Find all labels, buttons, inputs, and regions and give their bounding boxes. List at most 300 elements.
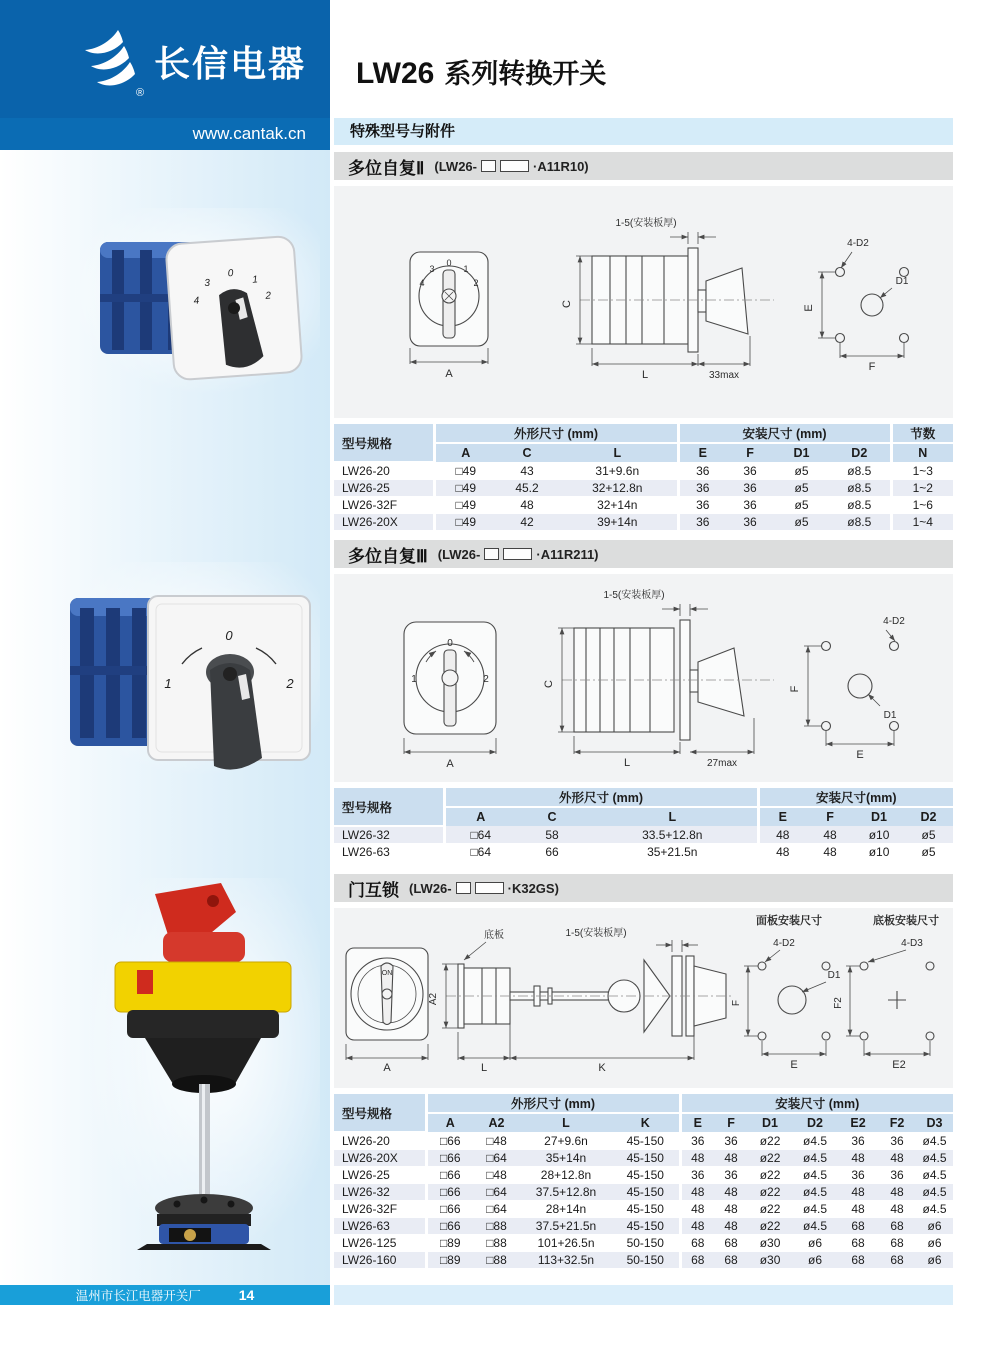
table-cell: ø10 bbox=[854, 826, 904, 844]
table-cell: 35+21.5n bbox=[588, 844, 758, 861]
svg-text:0: 0 bbox=[227, 268, 234, 280]
svg-text:A: A bbox=[445, 368, 453, 380]
table-cell: 32+12.8n bbox=[558, 480, 678, 497]
table-cell: ø6 bbox=[916, 1252, 953, 1269]
table-cell: 31+9.6n bbox=[558, 462, 678, 480]
section3-title: 门互锁 bbox=[348, 880, 399, 900]
table-cell: ø5 bbox=[904, 844, 953, 861]
table-cell: 48 bbox=[838, 1184, 878, 1201]
table-cell: LW26-32 bbox=[334, 826, 444, 844]
table1-subheader: N bbox=[891, 443, 953, 462]
svg-text:A: A bbox=[446, 758, 454, 770]
table-cell: 50-150 bbox=[612, 1252, 680, 1269]
table-cell: LW26-32F bbox=[334, 1201, 426, 1218]
table-row bbox=[334, 1167, 953, 1184]
table-cell: ø22 bbox=[748, 1184, 792, 1201]
table-cell: 36 bbox=[714, 1132, 748, 1150]
table-row bbox=[334, 462, 953, 480]
section3-code-prefix: (LW26- bbox=[409, 880, 452, 896]
table3-subheader: D2 bbox=[792, 1113, 838, 1132]
table3-header-outline: 外形尺寸 (mm) bbox=[426, 1094, 680, 1113]
table-cell: 68 bbox=[878, 1235, 916, 1252]
table-cell: ø4.5 bbox=[792, 1184, 838, 1201]
svg-text:1-5(安装板厚): 1-5(安装板厚) bbox=[615, 218, 677, 229]
face-plate bbox=[165, 236, 302, 381]
section2-code-suffix: ·A11R211) bbox=[536, 546, 599, 562]
table1-subheader: D2 bbox=[829, 443, 891, 462]
table-cell: ø4.5 bbox=[916, 1201, 953, 1218]
table-cell: 48 bbox=[714, 1150, 748, 1167]
table3-subheader: F bbox=[714, 1113, 748, 1132]
svg-text:2: 2 bbox=[483, 674, 489, 685]
table-cell: 1~4 bbox=[891, 514, 953, 531]
table2-header-mount: 安装尺寸(mm) bbox=[758, 788, 953, 807]
svg-text:4-D2: 4-D2 bbox=[773, 938, 795, 949]
svg-text:1: 1 bbox=[463, 264, 469, 274]
table-cell: □64 bbox=[444, 844, 516, 861]
svg-text:底板安装尺寸: 底板安装尺寸 bbox=[873, 915, 939, 927]
table-cell: ø8.5 bbox=[829, 480, 891, 497]
section2-code-prefix: (LW26- bbox=[437, 546, 481, 562]
placeholder-box-large bbox=[503, 548, 532, 560]
section1-spec-table bbox=[334, 424, 953, 531]
table-cell: 48 bbox=[714, 1218, 748, 1235]
panel-mounting-view bbox=[758, 962, 830, 1040]
section3-code bbox=[409, 881, 559, 896]
table-cell: □66 bbox=[426, 1184, 473, 1201]
banner-special-models: 特殊型号与附件 bbox=[334, 118, 953, 145]
table-cell: LW26-20X bbox=[334, 1150, 426, 1167]
table-cell: LW26-25 bbox=[334, 1167, 426, 1184]
side-view bbox=[446, 956, 734, 1036]
svg-text:0: 0 bbox=[446, 258, 452, 268]
table-cell: 36 bbox=[838, 1132, 878, 1150]
svg-text:F2: F2 bbox=[833, 997, 844, 1009]
table-cell: 45-150 bbox=[612, 1184, 680, 1201]
table-cell: 68 bbox=[838, 1235, 878, 1252]
table-cell: 45-150 bbox=[612, 1218, 680, 1235]
table2-subheader: A bbox=[444, 807, 516, 826]
table-cell: 48 bbox=[680, 1201, 714, 1218]
section2-header bbox=[334, 540, 953, 568]
table-cell: 36 bbox=[714, 1167, 748, 1184]
red-handle bbox=[155, 883, 245, 962]
svg-text:E: E bbox=[790, 1059, 798, 1071]
yellow-plate bbox=[115, 962, 291, 1012]
table1-subheader: F bbox=[726, 443, 774, 462]
table-cell: LW26-160 bbox=[334, 1252, 426, 1269]
table-cell: 32+14n bbox=[558, 497, 678, 514]
website-bar[interactable]: www.cantak.cn bbox=[0, 118, 330, 150]
table1-subheader: D1 bbox=[774, 443, 829, 462]
table3-subheader: F2 bbox=[878, 1113, 916, 1132]
table-cell: □66 bbox=[426, 1167, 473, 1184]
table-cell: 37.5+21.5n bbox=[520, 1218, 612, 1235]
table-cell: ø5 bbox=[774, 497, 829, 514]
table1-header-outline: 外形尺寸 (mm) bbox=[434, 424, 678, 443]
product-photo-multi-position-switch bbox=[70, 208, 320, 393]
table1-subheader: C bbox=[496, 443, 558, 462]
table-cell: 66 bbox=[516, 844, 588, 861]
table3-subheader: E2 bbox=[838, 1113, 878, 1132]
table-cell: 48 bbox=[806, 826, 854, 844]
table-cell: 48 bbox=[496, 497, 558, 514]
table2-header-outline: 外形尺寸 (mm) bbox=[444, 788, 758, 807]
table-cell: 45-150 bbox=[612, 1167, 680, 1184]
svg-text:E2: E2 bbox=[892, 1059, 906, 1071]
table-cell: LW26-32F bbox=[334, 497, 434, 514]
table-cell: LW26-20 bbox=[334, 462, 434, 480]
face-plate bbox=[148, 596, 310, 770]
table-row bbox=[334, 480, 953, 497]
table-cell: 35+14n bbox=[520, 1150, 612, 1167]
side-view bbox=[562, 620, 774, 740]
section2-diagram-panel bbox=[334, 574, 953, 782]
placeholder-box-small bbox=[456, 882, 471, 894]
table-cell: ø4.5 bbox=[916, 1184, 953, 1201]
table-cell: □64 bbox=[444, 826, 516, 844]
table-cell: ø6 bbox=[916, 1218, 953, 1235]
table-cell: ø22 bbox=[748, 1132, 792, 1150]
table-row bbox=[334, 844, 953, 861]
base-mounting-view bbox=[860, 962, 934, 1040]
svg-text:E: E bbox=[803, 304, 815, 312]
svg-text:1: 1 bbox=[411, 674, 417, 685]
placeholder-box-small bbox=[484, 548, 499, 560]
svg-text:1-5(安装板厚): 1-5(安装板厚) bbox=[603, 590, 665, 601]
svg-text:F: F bbox=[789, 685, 801, 693]
table-cell: ø8.5 bbox=[829, 514, 891, 531]
table-cell: ø4.5 bbox=[916, 1150, 953, 1167]
table1-subheader: L bbox=[558, 443, 678, 462]
section2-spec-table bbox=[334, 788, 953, 861]
table-cell: 42 bbox=[496, 514, 558, 531]
svg-text:0: 0 bbox=[225, 628, 233, 643]
section1-diagram-panel bbox=[334, 186, 953, 418]
table3-subheader: L bbox=[520, 1113, 612, 1132]
table-cell: ø6 bbox=[916, 1235, 953, 1252]
table-cell: □64 bbox=[473, 1150, 520, 1167]
table-cell: 68 bbox=[680, 1235, 714, 1252]
svg-text:L: L bbox=[480, 1062, 488, 1074]
page-title bbox=[356, 52, 606, 91]
table-cell: 68 bbox=[714, 1252, 748, 1269]
brand-wave-icon bbox=[78, 28, 144, 100]
table2-subheader: F bbox=[806, 807, 854, 826]
table3-subheader: A2 bbox=[473, 1113, 520, 1132]
table-cell: 48 bbox=[680, 1184, 714, 1201]
table-cell: 48 bbox=[680, 1218, 714, 1235]
svg-text:4: 4 bbox=[419, 278, 425, 288]
table-cell: 68 bbox=[838, 1252, 878, 1269]
table2-subheader: C bbox=[516, 807, 588, 826]
table-cell: 48 bbox=[806, 844, 854, 861]
svg-text:L: L bbox=[641, 369, 649, 381]
footer-page-number: 14 bbox=[238, 1287, 255, 1303]
table-cell: ø4.5 bbox=[792, 1218, 838, 1235]
table-cell: 113+32.5n bbox=[520, 1252, 612, 1269]
table2-subheader: D1 bbox=[854, 807, 904, 826]
table-cell: ø22 bbox=[748, 1218, 792, 1235]
table-cell: 33.5+12.8n bbox=[588, 826, 758, 844]
svg-text:4: 4 bbox=[193, 295, 200, 307]
table-cell: 36 bbox=[838, 1167, 878, 1184]
table-cell: ø4.5 bbox=[792, 1167, 838, 1184]
table-cell: □66 bbox=[426, 1132, 473, 1150]
table-cell: 36 bbox=[726, 497, 774, 514]
table-cell: ø22 bbox=[748, 1167, 792, 1184]
table-row bbox=[334, 497, 953, 514]
table-cell: 48 bbox=[758, 826, 806, 844]
section2-title: 多位自复Ⅲ bbox=[348, 546, 428, 566]
table-cell: 36 bbox=[680, 1132, 714, 1150]
table-cell: 68 bbox=[878, 1218, 916, 1235]
table-cell: ø5 bbox=[774, 462, 829, 480]
table-cell: 68 bbox=[714, 1235, 748, 1252]
footer-company: 温州市长江电器开关厂 bbox=[75, 1289, 201, 1303]
table3-subheader: E bbox=[680, 1113, 714, 1132]
table-cell: 48 bbox=[838, 1201, 878, 1218]
table-cell: 48 bbox=[878, 1184, 916, 1201]
table-cell: 36 bbox=[726, 480, 774, 497]
svg-text:L: L bbox=[623, 757, 631, 769]
table-cell: 68 bbox=[878, 1252, 916, 1269]
svg-text:3: 3 bbox=[204, 277, 211, 290]
table-cell: LW26-63 bbox=[334, 1218, 426, 1235]
section1-code-suffix: ·A11R10) bbox=[533, 158, 589, 174]
table-cell: ø22 bbox=[748, 1201, 792, 1218]
table-cell: ø4.5 bbox=[792, 1132, 838, 1150]
svg-text:1: 1 bbox=[251, 274, 259, 286]
page-title-model: LW26 bbox=[356, 57, 435, 90]
svg-text:K: K bbox=[598, 1062, 606, 1074]
table-cell: 58 bbox=[516, 826, 588, 844]
table-cell: 48 bbox=[680, 1150, 714, 1167]
table-row bbox=[334, 1201, 953, 1218]
table-cell: □48 bbox=[473, 1167, 520, 1184]
svg-text:0: 0 bbox=[447, 638, 453, 649]
table-cell: LW26-20X bbox=[334, 514, 434, 531]
front-view bbox=[346, 948, 428, 1040]
dimension-labels bbox=[446, 588, 905, 770]
table-cell: 48 bbox=[838, 1150, 878, 1167]
table-row bbox=[334, 1184, 953, 1201]
table-cell: ø30 bbox=[748, 1252, 792, 1269]
table-cell: □89 bbox=[426, 1235, 473, 1252]
svg-text:4-D2: 4-D2 bbox=[847, 238, 869, 249]
shaft bbox=[199, 1084, 210, 1200]
table-row bbox=[334, 1218, 953, 1235]
switch-block bbox=[137, 1194, 271, 1250]
section3-technical-drawing bbox=[334, 908, 953, 1088]
table-cell: 68 bbox=[680, 1252, 714, 1269]
table-cell: ø22 bbox=[748, 1150, 792, 1167]
table-cell: 1~6 bbox=[891, 497, 953, 514]
table-cell: □49 bbox=[434, 462, 496, 480]
table-cell: ø6 bbox=[792, 1235, 838, 1252]
table-row bbox=[334, 1150, 953, 1167]
footer-strip bbox=[334, 1285, 953, 1305]
table-cell: 39+14n bbox=[558, 514, 678, 531]
table-row bbox=[334, 826, 953, 844]
table2-subheader: E bbox=[758, 807, 806, 826]
table-cell: 1~2 bbox=[891, 480, 953, 497]
table-cell: □66 bbox=[426, 1150, 473, 1167]
table-cell: ø8.5 bbox=[829, 497, 891, 514]
svg-text:1: 1 bbox=[164, 676, 172, 691]
table-cell: ø6 bbox=[792, 1252, 838, 1269]
table-cell: 36 bbox=[878, 1167, 916, 1184]
table-cell: 28+14n bbox=[520, 1201, 612, 1218]
section2-code bbox=[438, 547, 599, 562]
table-cell: 1~3 bbox=[891, 462, 953, 480]
table-cell: 101+26.5n bbox=[520, 1235, 612, 1252]
table-cell: 48 bbox=[714, 1201, 748, 1218]
svg-text:底板: 底板 bbox=[484, 930, 504, 941]
mount-captions bbox=[756, 913, 939, 927]
table3-header-mount: 安装尺寸 (mm) bbox=[680, 1094, 953, 1113]
svg-text:A: A bbox=[383, 1062, 391, 1074]
brand-name: 长信电器 bbox=[154, 43, 307, 84]
table-cell: ø4.5 bbox=[792, 1201, 838, 1218]
table-cell: ø30 bbox=[748, 1235, 792, 1252]
svg-text:2: 2 bbox=[265, 290, 272, 302]
svg-text:2: 2 bbox=[286, 676, 294, 691]
section1-code-prefix: (LW26- bbox=[434, 158, 477, 174]
table-cell: □66 bbox=[426, 1218, 473, 1235]
table-cell: ø5 bbox=[774, 480, 829, 497]
svg-text:D1: D1 bbox=[895, 276, 909, 287]
table-cell: ø4.5 bbox=[792, 1150, 838, 1167]
side-view bbox=[580, 248, 774, 352]
table-cell: □88 bbox=[473, 1235, 520, 1252]
table1-header-sections: 节数 bbox=[891, 424, 953, 443]
table-cell: □89 bbox=[426, 1252, 473, 1269]
table1-subheader: A bbox=[434, 443, 496, 462]
svg-text:E: E bbox=[856, 749, 864, 761]
table3-subheader: D3 bbox=[916, 1113, 953, 1132]
table-cell: LW26-25 bbox=[334, 480, 434, 497]
svg-text:F: F bbox=[731, 999, 742, 1007]
table-cell: 43 bbox=[496, 462, 558, 480]
table-cell: 45-150 bbox=[612, 1201, 680, 1218]
product-photo-spring-return-switch bbox=[52, 562, 320, 774]
table-cell: LW26-32 bbox=[334, 1184, 426, 1201]
table1-subheader: E bbox=[678, 443, 726, 462]
table-cell: 36 bbox=[726, 462, 774, 480]
table-cell: LW26-63 bbox=[334, 844, 444, 861]
table-cell: 45.2 bbox=[496, 480, 558, 497]
svg-text:4-D3: 4-D3 bbox=[901, 938, 923, 949]
table-cell: ø5 bbox=[904, 826, 953, 844]
table-cell: ø10 bbox=[854, 844, 904, 861]
table-cell: □49 bbox=[434, 497, 496, 514]
section1-header bbox=[334, 152, 953, 180]
section3-spec-table bbox=[334, 1094, 953, 1269]
table-cell: 48 bbox=[878, 1201, 916, 1218]
table-cell: □88 bbox=[473, 1252, 520, 1269]
svg-text:4-D2: 4-D2 bbox=[883, 616, 905, 627]
table-cell: 36 bbox=[678, 497, 726, 514]
section3-header bbox=[334, 874, 953, 902]
svg-text:1-5(安装板厚): 1-5(安装板厚) bbox=[565, 928, 627, 939]
table-cell: □49 bbox=[434, 514, 496, 531]
table-cell: 48 bbox=[878, 1150, 916, 1167]
product-photo-door-interlock-switch bbox=[85, 878, 320, 1250]
placeholder-box-small bbox=[481, 160, 496, 172]
table-row bbox=[334, 1132, 953, 1150]
table-cell: ø5 bbox=[774, 514, 829, 531]
table3-header-model: 型号规格 bbox=[334, 1094, 426, 1132]
table-cell: 36 bbox=[678, 480, 726, 497]
table-cell: 45-150 bbox=[612, 1132, 680, 1150]
table-cell: □48 bbox=[473, 1132, 520, 1150]
section3-code-suffix: ·K32GS) bbox=[507, 880, 559, 896]
table-cell: 27+9.6n bbox=[520, 1132, 612, 1150]
svg-text:C: C bbox=[561, 300, 573, 308]
svg-text:D1: D1 bbox=[883, 710, 897, 721]
table-cell: □66 bbox=[426, 1201, 473, 1218]
table-cell: 37.5+12.8n bbox=[520, 1184, 612, 1201]
section3-diagram-panel bbox=[334, 908, 953, 1088]
table1-header-mount: 安装尺寸 (mm) bbox=[678, 424, 891, 443]
table-cell: 45-150 bbox=[612, 1150, 680, 1167]
section1-title: 多位自复Ⅱ bbox=[348, 158, 425, 178]
table-cell: 36 bbox=[878, 1132, 916, 1150]
svg-text:2: 2 bbox=[473, 278, 479, 288]
section1-technical-drawing bbox=[334, 186, 953, 418]
table2-subheader: L bbox=[588, 807, 758, 826]
on-label: ON bbox=[381, 970, 393, 977]
table-cell: □64 bbox=[473, 1184, 520, 1201]
table-cell: LW26-125 bbox=[334, 1235, 426, 1252]
table-cell: ø8.5 bbox=[829, 462, 891, 480]
table-row bbox=[334, 1235, 953, 1252]
placeholder-box-large bbox=[500, 160, 529, 172]
table-cell: 36 bbox=[678, 514, 726, 531]
table2-subheader: D2 bbox=[904, 807, 953, 826]
table2-header-model: 型号规格 bbox=[334, 788, 444, 826]
section1-code bbox=[434, 159, 588, 174]
svg-text:F: F bbox=[868, 361, 876, 373]
table-row bbox=[334, 514, 953, 531]
table1-header-model: 型号规格 bbox=[334, 424, 434, 462]
registered-mark: ® bbox=[136, 87, 144, 99]
page-title-text: 系列转换开关 bbox=[444, 59, 607, 89]
table-cell: 48 bbox=[714, 1184, 748, 1201]
table3-subheader: D1 bbox=[748, 1113, 792, 1132]
svg-text:A2: A2 bbox=[428, 992, 439, 1006]
table3-subheader: A bbox=[426, 1113, 473, 1132]
svg-text:33max: 33max bbox=[708, 370, 740, 381]
table-cell: 50-150 bbox=[612, 1235, 680, 1252]
svg-text:C: C bbox=[543, 680, 555, 688]
table-cell: □64 bbox=[473, 1201, 520, 1218]
section2-technical-drawing bbox=[334, 574, 953, 782]
svg-text:3: 3 bbox=[429, 264, 435, 274]
svg-text:D1: D1 bbox=[827, 970, 841, 981]
table-cell: 28+12.8n bbox=[520, 1167, 612, 1184]
table-cell: 68 bbox=[838, 1218, 878, 1235]
footer-bar bbox=[0, 1285, 330, 1305]
table3-subheader: K bbox=[612, 1113, 680, 1132]
table-cell: 36 bbox=[678, 462, 726, 480]
black-flange bbox=[127, 1010, 279, 1093]
placeholder-box-large bbox=[475, 882, 504, 894]
table-row bbox=[334, 1252, 953, 1269]
table-cell: LW26-20 bbox=[334, 1132, 426, 1150]
svg-text:27max: 27max bbox=[706, 758, 738, 769]
